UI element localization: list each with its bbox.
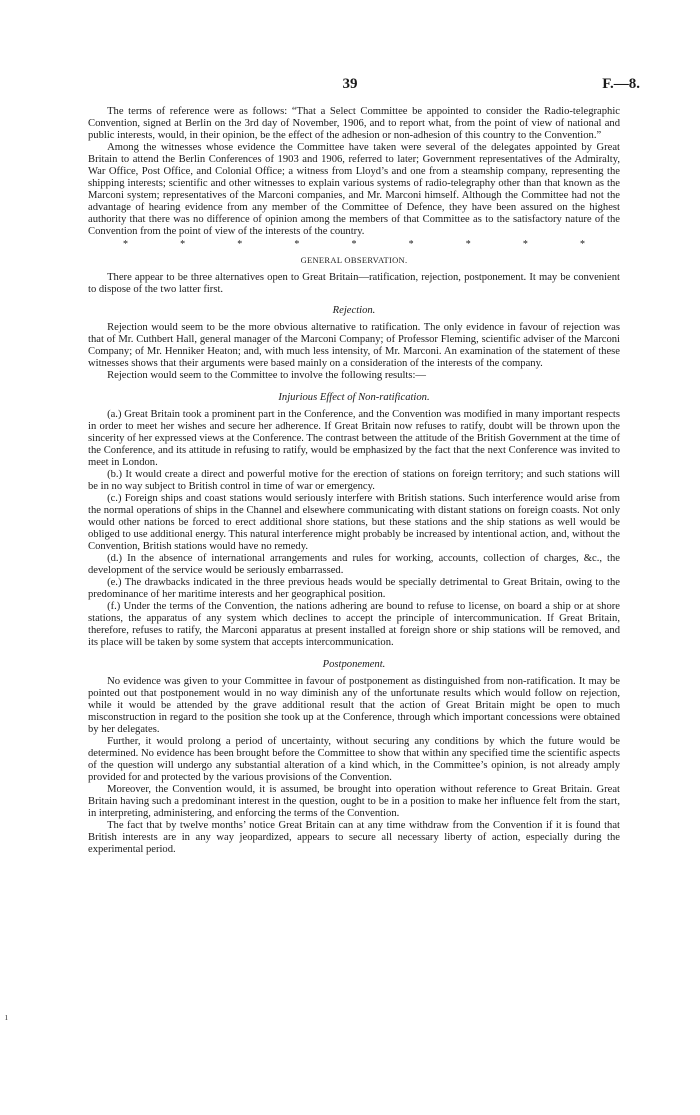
ellipsis-stars (88, 239, 620, 251)
rejection-heading: Rejection. (332, 305, 376, 316)
general-observation-heading: GENERAL OBSERVATION. (300, 255, 408, 265)
star: * (580, 239, 585, 250)
star: * (180, 239, 186, 250)
injurious-effect-heading: Injurious Effect of Non-ratification. (278, 392, 430, 403)
postponement-paragraph-1: No evidence was given to your Committee in favour of postponement as distinguished from non-ratification. It may be pointed out that postponement would in no way diminish any of the unfortunate results which would follow on rejection, while it would be attended by the grave additional result that the action of Great Britain might be open to much misconstruction in regard to the position she took up at the Conference, through which important concessions were obtained by her delegates. (88, 676, 620, 735)
item-a: (a.) Great Britain took a prominent part in the Conference, and the Convention was modified in many important respects in order to meet her wishes and secure her adherence. If Great Britain now refuses to ratify, doubt will be thrown upon the sincerity of her expressed views at the Conference. The contrast between the attitude of the British Government at the time of the Conference, and its attitude in refusing to ratify, would be emphasized by the fact that the next Conference was invited to meet in London. (88, 409, 620, 468)
postponement-paragraph-4: The fact that by twelve months’ notice Great Britain can at any time withdraw from the Convention if it is found that British interests are in any way jeopardized, appears to secure all necessary liberty of action, especially during the experimental period. (88, 820, 620, 855)
alternatives-paragraph: There appear to be three alternatives open to Great Britain—ratification, rejection, postponement. It may be convenient to dispose of the two latter first. (88, 272, 620, 295)
star: * (408, 239, 414, 250)
item-d: (d.) In the absence of international arrangements and rules for working, accounts, collection of charges, &c., the development of the service would be seriously embarrassed. (88, 553, 620, 576)
star: * (123, 239, 128, 250)
star: * (237, 239, 243, 250)
margin-mark: ı (5, 1012, 8, 1023)
item-c: (c.) Foreign ships and coast stations would seriously interfere with British stations. Such interference would arise from the normal operations of ships in the Channel and elsewhere communicating with distant stations on foreign coasts. Not only would other nations be forced to erect additional shore stations, but these stations and the ship stations as well would be obliged to use additional energy. This natural interference might probably be increased by intentional action, and, without the Convention, British stations would have no remedy. (88, 493, 620, 552)
page-number: 39 (342, 76, 358, 92)
document-reference: F.—8. (602, 76, 640, 92)
terms-of-reference-paragraph: The terms of reference were as follows: “That a Select Committee be appointed to consider the Radio-telegraphic Convention, signed at Berlin on the 3rd day of November, 1906, and to report what, from the point of view of national and public interests, would, in their opinion, be the effect of the adhesion or non-adhesion of this country to the Convention.” (88, 106, 620, 141)
star: * (522, 239, 528, 250)
postponement-paragraph-2: Further, it would prolong a period of uncertainty, without securing any conditions by which the future would be determined. No evidence has been brought before the Committee to show that within any specified time the scientific aspects of the question will undergo any substantial alteration of a kind which, in the Committee’s opinion, is not already amply provided for and protected by the various provisions of the Convention. (88, 736, 620, 783)
rejection-paragraph: Rejection would seem to be the more obvious alternative to ratification. The only evidence in favour of rejection was that of Mr. Cuthbert Hall, general manager of the Marconi Company; of Professor Fleming, scientific adviser of the Marconi Company; of Mr. Henniker Heaton; and, with much less intensity, of Mr. Marconi. An examination of the statement of these witnesses shows that their arguments were based mainly on a consideration of the interests of the company. (88, 322, 620, 369)
item-b: (b.) It would create a direct and powerful motive for the erection of stations on foreign territory; and such stations will be in no way subject to British control in time of war or emergency. (88, 469, 620, 492)
page-body (88, 106, 620, 856)
postponement-paragraph-3: Moreover, the Convention would, it is assumed, be brought into operation without reference to Great Britain. Great Britain having such a predominant interest in the question, ought to be in a position to make her influence felt from the start, in interpreting, administering, and enforcing the terms of the Convention. (88, 784, 620, 819)
rejection-results-paragraph: Rejection would seem to the Committee to involve the following results:— (107, 370, 427, 381)
postponement-heading: Postponement. (322, 659, 386, 670)
witnesses-paragraph: Among the witnesses whose evidence the Committee have taken were several of the delegates appointed by Great Britain to attend the Berlin Conferences of 1903 and 1906, referred to later; Government representatives of the Admiralty, War Office, Post Office, and Colonial Office; a witness from Lloyd’s and one from a steamship company, representing the shipping interests; scientific and other witnesses to explain various systems of radio-telegraphy other than that known as the Marconi system; representatives of the Marconi companies, and Mr. Marconi himself. Although the Committee had not the advantage of hearing evidence from any member of the Committee of Defence, they have been assured on the highest authority that there was no difference of opinion among the members of that Committee as to the satisfactory nature of the Convention from the point of view of the interests of the country. (88, 142, 620, 237)
star: * (351, 239, 357, 250)
item-e: (e.) The drawbacks indicated in the three previous heads would be specially detrimental to Great Britain, owing to the predominance of her maritime interests and her geographical position. (88, 577, 620, 600)
star: * (465, 239, 471, 250)
item-f: (f.) Under the terms of the Convention, the nations adhering are bound to refuse to license, on board a ship or at shore stations, the apparatus of any system which declines to accept the principle of intercommunication. If Great Britain, therefore, refuses to ratify, the Marconi apparatus at present installed at foreign shore or ship stations will be removed, and its place will be taken by some system that accepts intercommunication. (88, 601, 620, 648)
star: * (294, 239, 300, 250)
